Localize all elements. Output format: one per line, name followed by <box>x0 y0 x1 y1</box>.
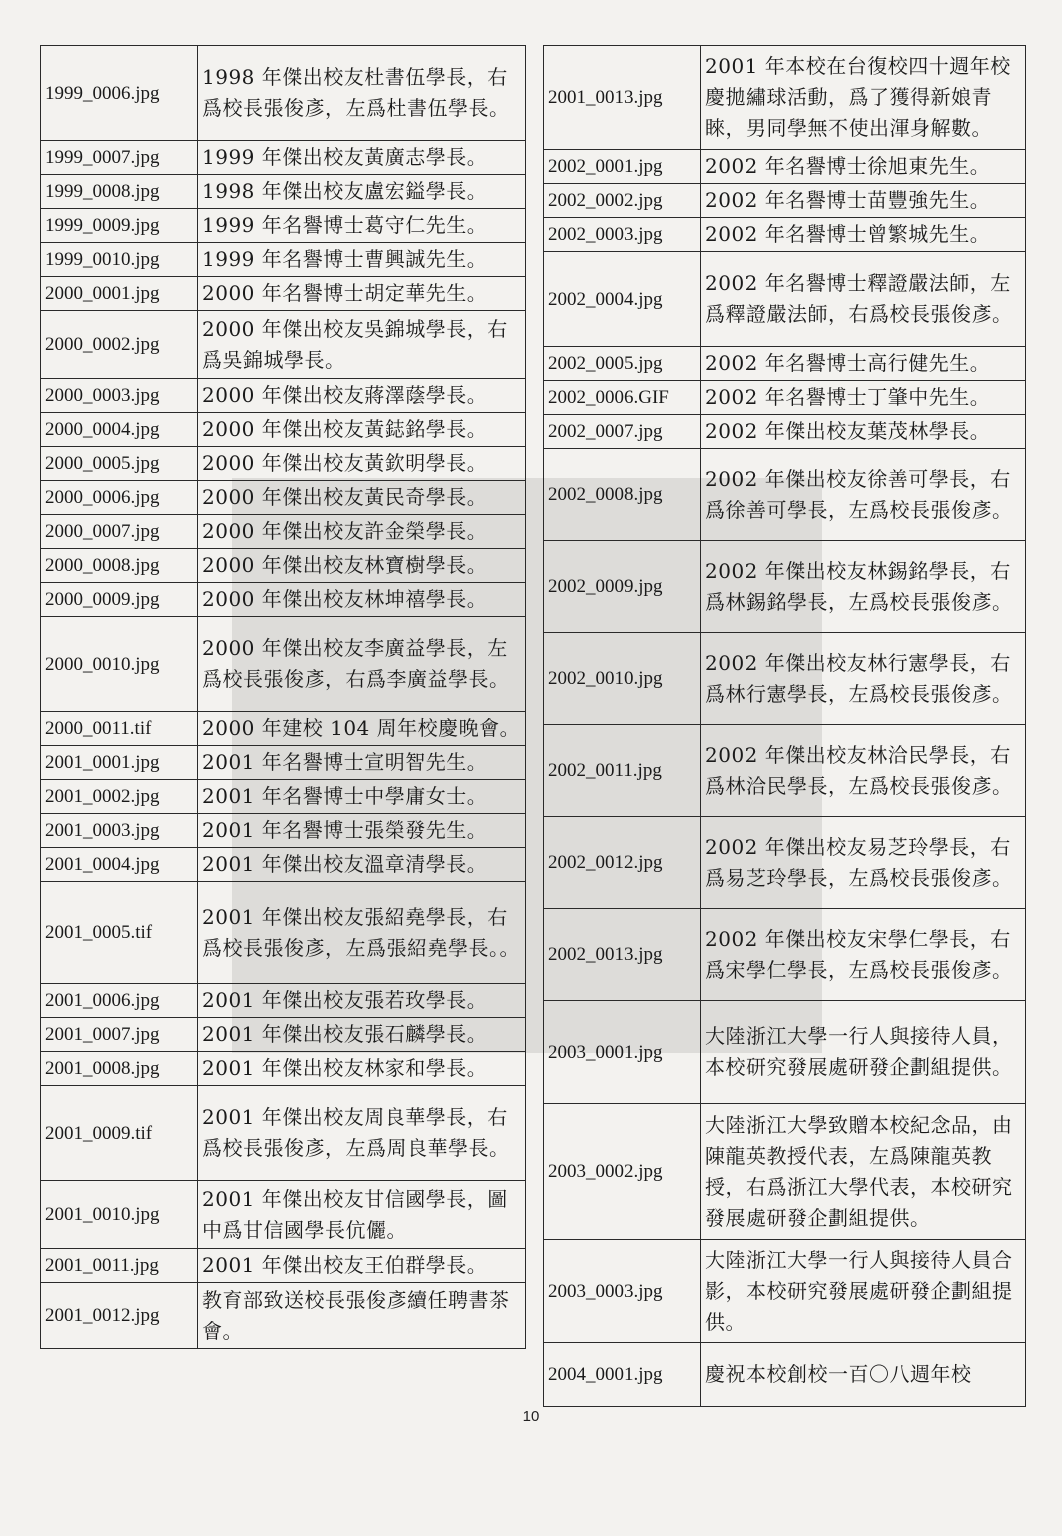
file-name-cell: 1999_0007.jpg <box>41 141 198 175</box>
right-catalog-table <box>543 45 1026 1407</box>
description-cell: 2000 年傑出校友黃鋕銘學長。 <box>198 413 526 447</box>
description-cell: 2002 年傑出校友林錫銘學長，右爲林錫銘學長，左爲校長張俊彥。 <box>701 541 1026 633</box>
table-row <box>544 218 1026 252</box>
description-cell: 1998 年傑出校友盧宏鎰學長。 <box>198 175 526 209</box>
table-row <box>41 515 526 549</box>
file-name-cell: 1999_0008.jpg <box>41 175 198 209</box>
table-row <box>544 252 1026 347</box>
file-name-cell: 2001_0004.jpg <box>41 848 198 882</box>
description-cell: 1998 年傑出校友杜書伍學長，右爲校長張俊彥，左爲杜書伍學長。 <box>198 46 526 141</box>
table-row <box>41 746 526 780</box>
description-cell: 2001 年名譽博士中學庸女士。 <box>198 780 526 814</box>
table-row <box>41 175 526 209</box>
table-row <box>41 1181 526 1249</box>
description-cell: 教育部致送校長張俊彥續任聘書茶會。 <box>198 1283 526 1349</box>
file-name-cell: 2000_0006.jpg <box>41 481 198 515</box>
table-row <box>544 1240 1026 1343</box>
table-row <box>41 712 526 746</box>
description-cell: 2001 年名譽博士張榮發先生。 <box>198 814 526 848</box>
file-name-cell: 2002_0006.GIF <box>544 381 701 415</box>
description-cell: 1999 年名譽博士曹興誠先生。 <box>198 243 526 277</box>
table-row <box>41 617 526 712</box>
table-row <box>41 814 526 848</box>
description-cell: 2001 年傑出校友張紹堯學長，右爲校長張俊彥，左爲張紹堯學長。。 <box>198 882 526 984</box>
description-cell: 慶祝本校創校一百〇八週年校 <box>701 1343 1026 1407</box>
description-cell: 2002 年傑出校友葉茂林學長。 <box>701 415 1026 449</box>
description-cell: 2002 年名譽博士苗豐強先生。 <box>701 184 1026 218</box>
description-cell: 2001 年傑出校友周良華學長，右爲校長張俊彥，左爲周良華學長。 <box>198 1086 526 1181</box>
description-cell: 1999 年名譽博士葛守仁先生。 <box>198 209 526 243</box>
file-name-cell: 2002_0011.jpg <box>544 725 701 817</box>
table-row <box>544 415 1026 449</box>
description-cell: 2000 年傑出校友蔣澤蔭學長。 <box>198 379 526 413</box>
table-row <box>41 209 526 243</box>
table-row <box>41 379 526 413</box>
table-row <box>41 481 526 515</box>
file-name-cell: 2000_0004.jpg <box>41 413 198 447</box>
file-name-cell: 2002_0001.jpg <box>544 150 701 184</box>
table-row <box>41 1249 526 1283</box>
file-name-cell: 2000_0005.jpg <box>41 447 198 481</box>
description-cell: 2002 年名譽博士曾繁城先生。 <box>701 218 1026 252</box>
table-row <box>41 882 526 984</box>
file-name-cell: 2001_0012.jpg <box>41 1283 198 1349</box>
file-name-cell: 2000_0011.tif <box>41 712 198 746</box>
description-cell: 2001 年傑出校友甘信國學長，圖中爲甘信國學長伉儷。 <box>198 1181 526 1249</box>
description-cell: 2002 年傑出校友林洽民學長，右爲林洽民學長，左爲校長張俊彥。 <box>701 725 1026 817</box>
description-cell: 大陸浙江大學致贈本校紀念品，由陳龍英教授代表，左爲陳龍英教授，右爲浙江大學代表，本校研究發展處研發企劃組提供。 <box>701 1104 1026 1240</box>
description-cell: 2001 年本校在台復校四十週年校慶拋繡球活動，爲了獲得新娘青睞，男同學無不使出渾身解數。 <box>701 46 1026 150</box>
table-row <box>544 817 1026 909</box>
file-name-cell: 2003_0003.jpg <box>544 1240 701 1343</box>
file-name-cell: 1999_0010.jpg <box>41 243 198 277</box>
file-name-cell: 2001_0003.jpg <box>41 814 198 848</box>
file-name-cell: 2001_0001.jpg <box>41 746 198 780</box>
table-row <box>544 184 1026 218</box>
file-name-cell: 1999_0009.jpg <box>41 209 198 243</box>
file-name-cell: 2002_0005.jpg <box>544 347 701 381</box>
description-cell: 2000 年傑出校友許金榮學長。 <box>198 515 526 549</box>
description-cell: 2000 年傑出校友黃民奇學長。 <box>198 481 526 515</box>
page-number: 10 <box>522 1408 540 1425</box>
table-row <box>544 909 1026 1001</box>
description-cell: 2001 年傑出校友林家和學長。 <box>198 1052 526 1086</box>
table-row <box>41 141 526 175</box>
table-row <box>41 549 526 583</box>
table-row <box>544 1001 1026 1104</box>
table-row <box>41 1283 526 1349</box>
description-cell: 2000 年傑出校友林寶樹學長。 <box>198 549 526 583</box>
file-name-cell: 2002_0009.jpg <box>544 541 701 633</box>
file-name-cell: 2000_0003.jpg <box>41 379 198 413</box>
description-cell: 2000 年傑出校友黃欽明學長。 <box>198 447 526 481</box>
file-name-cell: 2002_0002.jpg <box>544 184 701 218</box>
file-name-cell: 2002_0010.jpg <box>544 633 701 725</box>
table-row <box>41 277 526 311</box>
table-row <box>41 311 526 379</box>
table-row <box>41 780 526 814</box>
description-cell: 2001 年傑出校友張若玫學長。 <box>198 984 526 1018</box>
file-name-cell: 2001_0002.jpg <box>41 780 198 814</box>
table-row <box>544 1343 1026 1407</box>
table-row <box>41 46 526 141</box>
file-name-cell: 2002_0013.jpg <box>544 909 701 1001</box>
table-row <box>41 1086 526 1181</box>
file-name-cell: 2002_0008.jpg <box>544 449 701 541</box>
file-name-cell: 2000_0001.jpg <box>41 277 198 311</box>
file-name-cell: 2001_0007.jpg <box>41 1018 198 1052</box>
table-row <box>41 984 526 1018</box>
table-row <box>41 243 526 277</box>
description-cell: 2000 年名譽博士胡定華先生。 <box>198 277 526 311</box>
description-cell: 大陸浙江大學一行人與接待人員，本校研究發展處研發企劃組提供。 <box>701 1001 1026 1104</box>
file-name-cell: 2004_0001.jpg <box>544 1343 701 1407</box>
description-cell: 大陸浙江大學一行人與接待人員合影，本校研究發展處研發企劃組提供。 <box>701 1240 1026 1343</box>
table-row <box>544 449 1026 541</box>
file-name-cell: 2002_0007.jpg <box>544 415 701 449</box>
file-name-cell: 1999_0006.jpg <box>41 46 198 141</box>
table-row <box>41 583 526 617</box>
description-cell: 2002 年傑出校友易芝玲學長，右爲易芝玲學長，左爲校長張俊彥。 <box>701 817 1026 909</box>
table-row <box>41 447 526 481</box>
file-name-cell: 2003_0002.jpg <box>544 1104 701 1240</box>
table-row <box>544 541 1026 633</box>
file-name-cell: 2001_0005.tif <box>41 882 198 984</box>
table-row <box>544 633 1026 725</box>
description-cell: 2001 年傑出校友溫章清學長。 <box>198 848 526 882</box>
file-name-cell: 2001_0009.tif <box>41 1086 198 1181</box>
file-name-cell: 2002_0012.jpg <box>544 817 701 909</box>
description-cell: 2000 年傑出校友吳錦城學長，右爲吳錦城學長。 <box>198 311 526 379</box>
file-name-cell: 2001_0008.jpg <box>41 1052 198 1086</box>
table-row <box>41 848 526 882</box>
description-cell: 2002 年名譽博士徐旭東先生。 <box>701 150 1026 184</box>
description-cell: 2002 年名譽博士高行健先生。 <box>701 347 1026 381</box>
description-cell: 2000 年傑出校友李廣益學長，左爲校長張俊彥，右爲李廣益學長。 <box>198 617 526 712</box>
description-cell: 2000 年建校 104 周年校慶晚會。 <box>198 712 526 746</box>
description-cell: 2000 年傑出校友林坤禧學長。 <box>198 583 526 617</box>
file-name-cell: 2000_0002.jpg <box>41 311 198 379</box>
table-row <box>544 46 1026 150</box>
description-cell: 2002 年傑出校友宋學仁學長，右爲宋學仁學長，左爲校長張俊彥。 <box>701 909 1026 1001</box>
file-name-cell: 2002_0004.jpg <box>544 252 701 347</box>
description-cell: 2001 年傑出校友王伯群學長。 <box>198 1249 526 1283</box>
file-name-cell: 2001_0010.jpg <box>41 1181 198 1249</box>
file-name-cell: 2000_0010.jpg <box>41 617 198 712</box>
file-name-cell: 2000_0008.jpg <box>41 549 198 583</box>
description-cell: 2002 年傑出校友徐善可學長，右爲徐善可學長，左爲校長張俊彥。 <box>701 449 1026 541</box>
table-row <box>41 413 526 447</box>
file-name-cell: 2002_0003.jpg <box>544 218 701 252</box>
file-name-cell: 2003_0001.jpg <box>544 1001 701 1104</box>
file-name-cell: 2001_0013.jpg <box>544 46 701 150</box>
table-row <box>544 347 1026 381</box>
file-name-cell: 2001_0006.jpg <box>41 984 198 1018</box>
description-cell: 2001 年傑出校友張石麟學長。 <box>198 1018 526 1052</box>
table-row <box>544 150 1026 184</box>
file-name-cell: 2000_0009.jpg <box>41 583 198 617</box>
description-cell: 1999 年傑出校友黃廣志學長。 <box>198 141 526 175</box>
table-row <box>41 1052 526 1086</box>
file-name-cell: 2001_0011.jpg <box>41 1249 198 1283</box>
table-row <box>544 725 1026 817</box>
description-cell: 2002 年傑出校友林行憲學長，右爲林行憲學長，左爲校長張俊彥。 <box>701 633 1026 725</box>
description-cell: 2001 年名譽博士宣明智先生。 <box>198 746 526 780</box>
description-cell: 2002 年名譽博士釋證嚴法師，左爲釋證嚴法師，右爲校長張俊彥。 <box>701 252 1026 347</box>
file-name-cell: 2000_0007.jpg <box>41 515 198 549</box>
table-row <box>41 1018 526 1052</box>
description-cell: 2002 年名譽博士丁肇中先生。 <box>701 381 1026 415</box>
table-row <box>544 1104 1026 1240</box>
table-row <box>544 381 1026 415</box>
left-catalog-table <box>40 45 526 1349</box>
